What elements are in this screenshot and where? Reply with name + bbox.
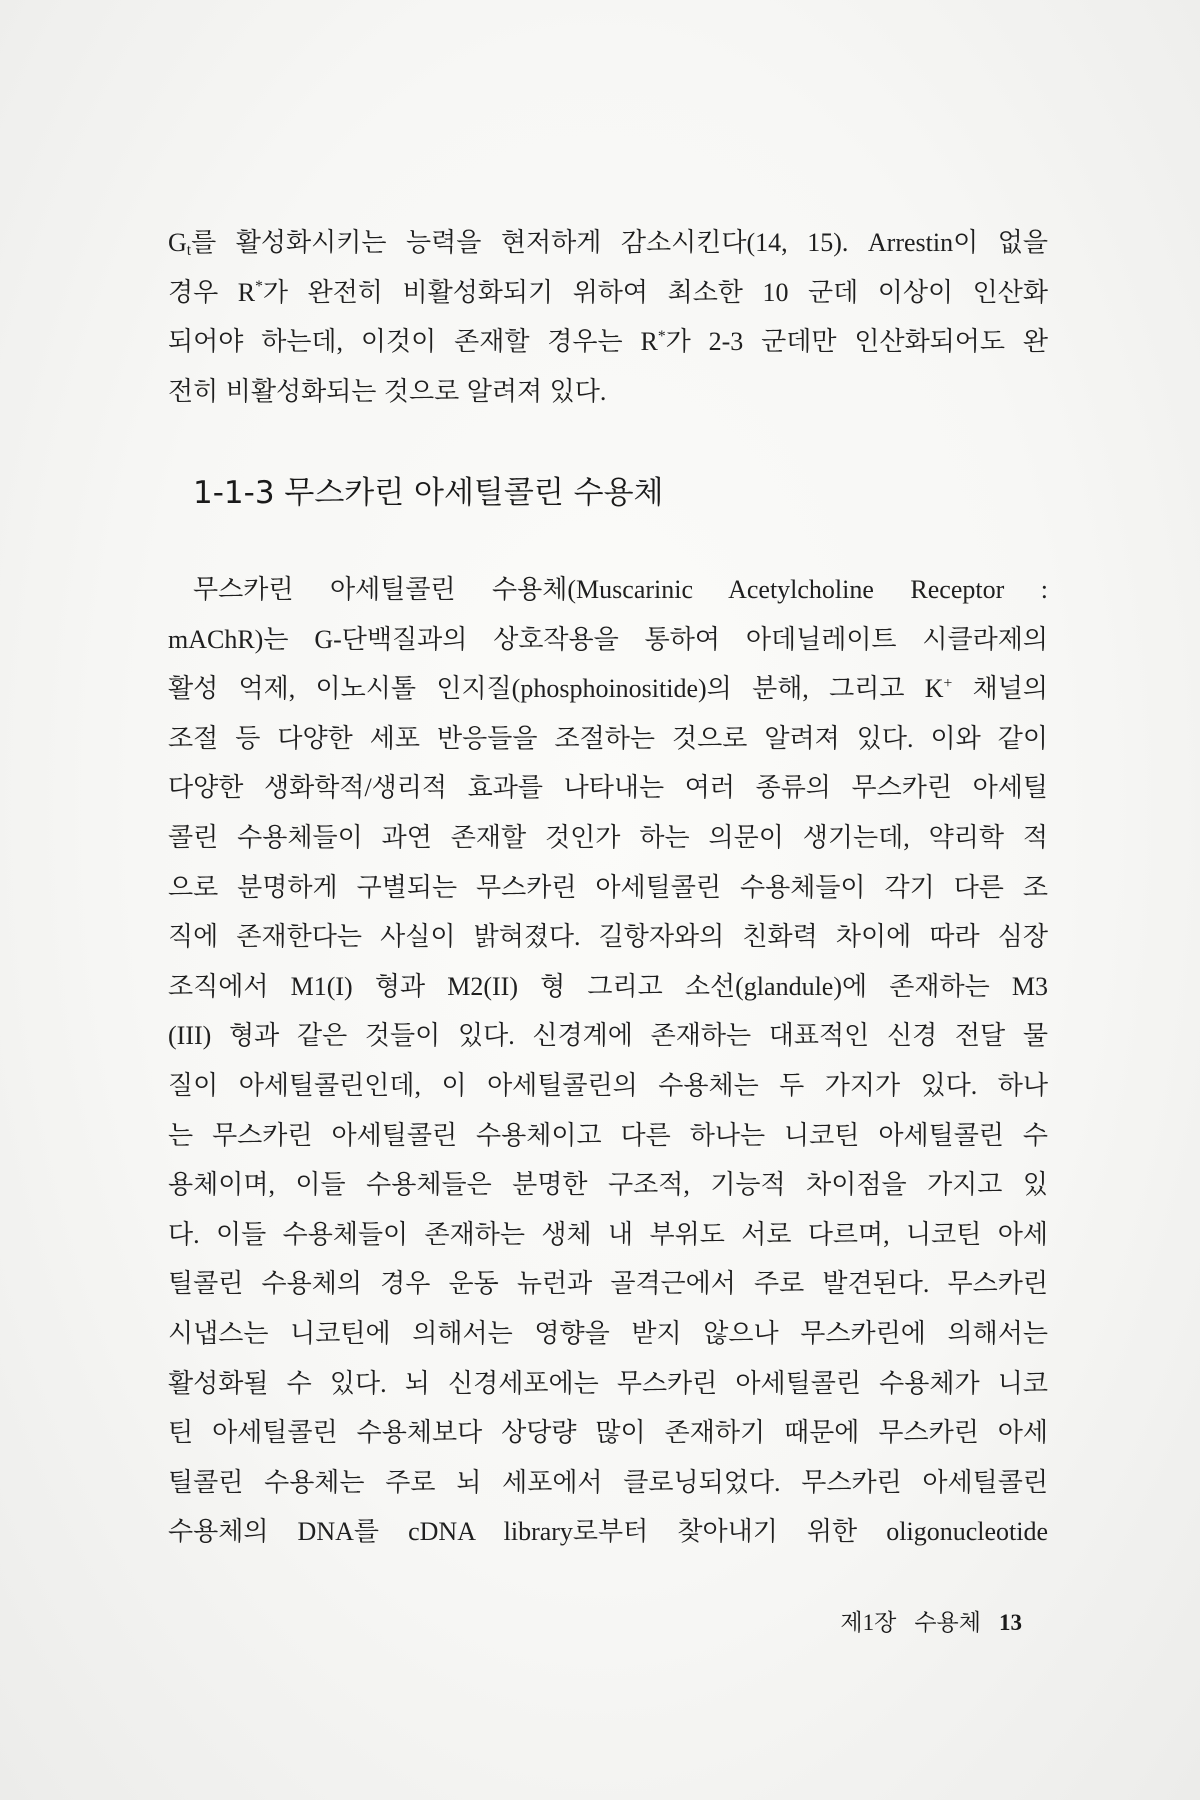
text-line: 시냅스는 니코틴에 의해서는 영향을 받지 않으나 무스카린에 의해서는 [168, 1318, 1048, 1348]
superscript: * [255, 278, 263, 296]
section-heading: 1-1-3 무스카린 아세틸콜린 수용체 [193, 475, 664, 511]
paragraph-1 [168, 218, 1048, 416]
text-line: $G_t$를 활성화시키는 능력을 현저하게 감소시킨다(14, 15). Arrestin이 없을 [168, 228, 1048, 259]
text-line: 콜린 수용체들이 과연 존재할 것인가 하는 의문이 생기는데, 약리학 적 [168, 822, 1048, 852]
text-line: 틸콜린 수용체의 경우 운동 뉴런과 골격근에서 주로 발견된다. 무스카린 [168, 1269, 1048, 1299]
page-number: 13 [999, 1610, 1022, 1635]
page-footer [840, 1600, 1022, 1646]
text-line: 활성 억제, 이노시톨 인지질(phosphoinositide)의 분해, 그리고 K+ 채널의 [168, 674, 1048, 704]
text-line: 질이 아세틸콜린인데, 이 아세틸콜린의 수용체는 두 가지가 있다. 하나 [168, 1070, 1048, 1100]
text-line: 틸콜린 수용체는 주로 뇌 세포에서 클로닝되었다. 무스카린 아세틸콜린 [168, 1467, 1048, 1497]
text-line: 조절 등 다양한 세포 반응들을 조절하는 것으로 알려져 있다. 이와 같이 [168, 723, 1048, 753]
superscript: * [657, 327, 666, 345]
chapter-title: 수용체 [914, 1610, 981, 1635]
paragraph-2 [168, 565, 1048, 1557]
text-line: 는 무스카린 아세틸콜린 수용체이고 다른 하나는 니코틴 아세틸콜린 수 [168, 1120, 1048, 1150]
text-line: 용체이며, 이들 수용체들은 분명한 구조적, 기능적 차이점을 가지고 있 [168, 1170, 1048, 1200]
text-line: 틴 아세틸콜린 수용체보다 상당량 많이 존재하기 때문에 무스카린 아세 [168, 1418, 1048, 1448]
text-line: 무스카린 아세틸콜린 수용체(Muscarinic Acetylcholine Receptor : [193, 575, 1048, 604]
text-line: 으로 분명하게 구별되는 무스카린 아세틸콜린 수용체들이 각기 다른 조 [168, 872, 1048, 902]
text-line: (III) 형과 같은 것들이 있다. 신경계에 존재하는 대표적인 신경 전달 물 [168, 1021, 1048, 1051]
text-line: 다. 이들 수용체들이 존재하는 생체 내 부위도 서로 다르며, 니코틴 아세 [168, 1219, 1048, 1249]
superscript: + [943, 674, 953, 692]
text-line: mAChR)는 G-단백질과의 상호작용을 통하여 아데닐레이트 시클라제의 [168, 624, 1048, 654]
text-line: 되어야 하는데, 이것이 존재할 경우는 R*가 2-3 군데만 인산화되어도 완 [168, 327, 1049, 357]
text-line: 다양한 생화학적/생리적 효과를 나타내는 여러 종류의 무스카린 아세틸 [168, 773, 1048, 803]
text-line: 활성화될 수 있다. 뇌 신경세포에는 무스카린 아세틸콜린 수용체가 니코 [168, 1368, 1048, 1398]
subscript: t [186, 241, 192, 259]
chapter-label: 제1장 [840, 1610, 897, 1635]
text-line: 수용체의 DNA를 cDNA library로부터 찾아내기 위한 oligonucleotide [168, 1517, 1048, 1547]
text-line: 경우 R*가 완전히 비활성화되기 위하여 최소한 10 군데 이상이 인산화 [168, 277, 1048, 307]
text-line: 직에 존재한다는 사실이 밝혀졌다. 길항자와의 친화력 차이에 따라 심장 [168, 922, 1048, 952]
text-line: 조직에서 M1(I) 형과 M2(II) 형 그리고 소선(glandule)에 존재하는 M3 [168, 971, 1048, 1001]
text-line: 전히 비활성화되는 것으로 알려져 있다. [168, 376, 607, 406]
